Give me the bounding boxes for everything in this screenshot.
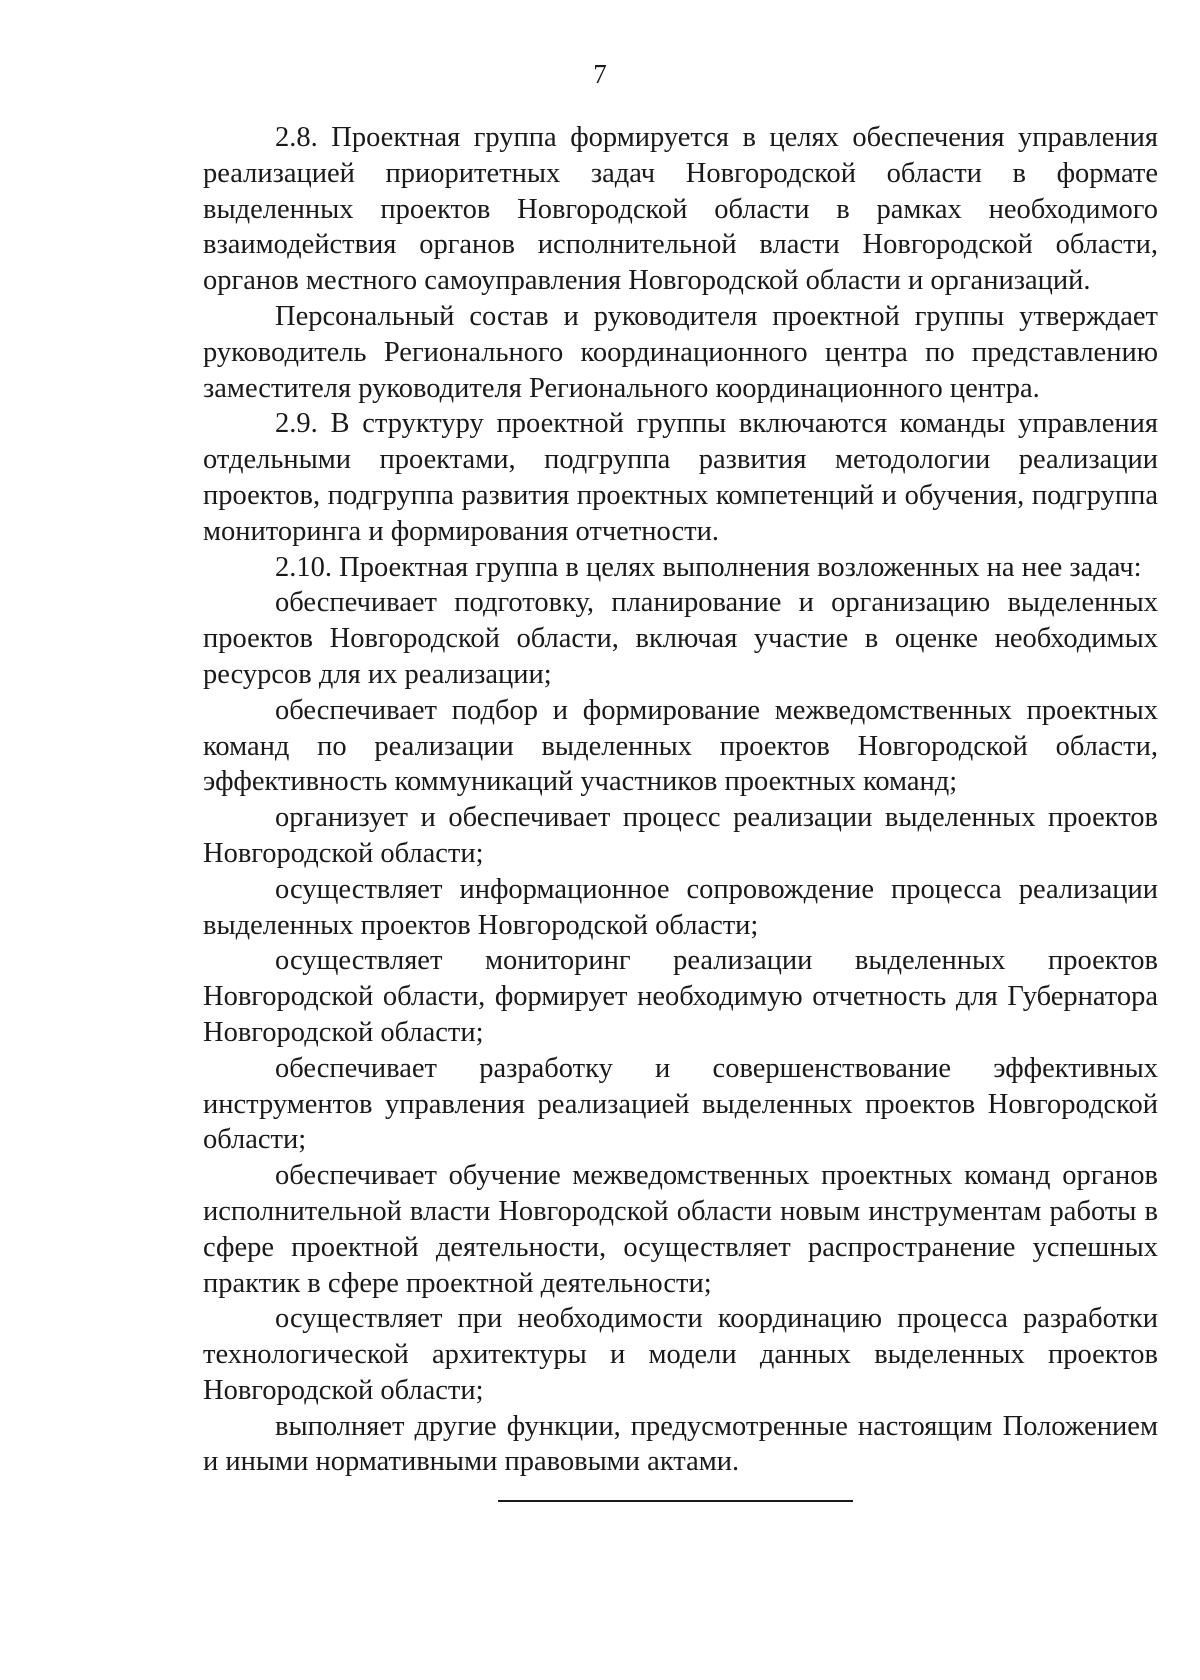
paragraph-2-10: 2.10. Проектная группа в целях выполнения возложенных на нее задач: bbox=[275, 551, 1142, 583]
document-body bbox=[203, 120, 1158, 1480]
paragraph-function: осуществляет при необходимости координацию процесса разработки технологической архитектуры и модели данных выделенных проектов Новгородской области; bbox=[203, 1303, 1158, 1406]
page-number: 7 bbox=[593, 59, 607, 89]
paragraph-function: осуществляет мониторинг реализации выделенных проектов Новгородской области, формирует необходимую отчетность для Губернатора Новгородской области; bbox=[203, 945, 1158, 1048]
paragraph-function: выполняет другие функции, предусмотренные настоящим Положением и иными нормативными правовыми актами. bbox=[203, 1410, 1158, 1478]
paragraph-personnel: Персональный состав и руководителя проектной группы утверждает руководитель Регионального координационного центра по представлению заместителя руководителя Регионального координационного центра. bbox=[203, 300, 1158, 404]
paragraph-function: обеспечивает подготовку, планирование и организацию выделенных проектов Новгородской области, включая участие в оценке необходимых ресурсов для их реализации; bbox=[203, 587, 1158, 690]
paragraph-function: осуществляет информационное сопровождение процесса реализации выделенных проектов Новгородской области; bbox=[203, 873, 1158, 941]
paragraph-function: организует и обеспечивает процесс реализации выделенных проектов Новгородской области; bbox=[203, 802, 1158, 869]
end-of-document-rule bbox=[498, 1500, 853, 1502]
paragraph-function: обеспечивает подбор и формирование межведомственных проектных команд по реализации выделенных проектов Новгородской области, эффективность коммуникаций участников проектных команд; bbox=[203, 694, 1158, 798]
paragraph-function: обеспечивает обучение межведомственных проектных команд органов исполнительной власти Новгородской области новым инструментам работы в сфере проектной деятельности, осуществляет распространение успешных практик в сфере проектной деятельности; bbox=[203, 1160, 1158, 1299]
paragraph-2-9: 2.9. В структуру проектной группы включаются команды управления отдельными проектами, подгруппа развития методологии реализации проектов, подгруппа развития проектных компетенций и обучения, подгруппа мониторинга и формирования отчетности. bbox=[203, 408, 1158, 547]
paragraph-function: обеспечивает разработку и совершенствование эффективных инструментов управления реализацией выделенных проектов Новгородской области; bbox=[203, 1052, 1158, 1156]
paragraph-2-8: 2.8. Проектная группа формируется в целях обеспечения управления реализацией приоритетных задач Новгородской области в формате выделенных проектов Новгородской области в рамках необходимого взаимодействия органов исполнительной власти Новгородской области, органов местного самоуправления Новгородской области и организаций. bbox=[203, 122, 1158, 297]
